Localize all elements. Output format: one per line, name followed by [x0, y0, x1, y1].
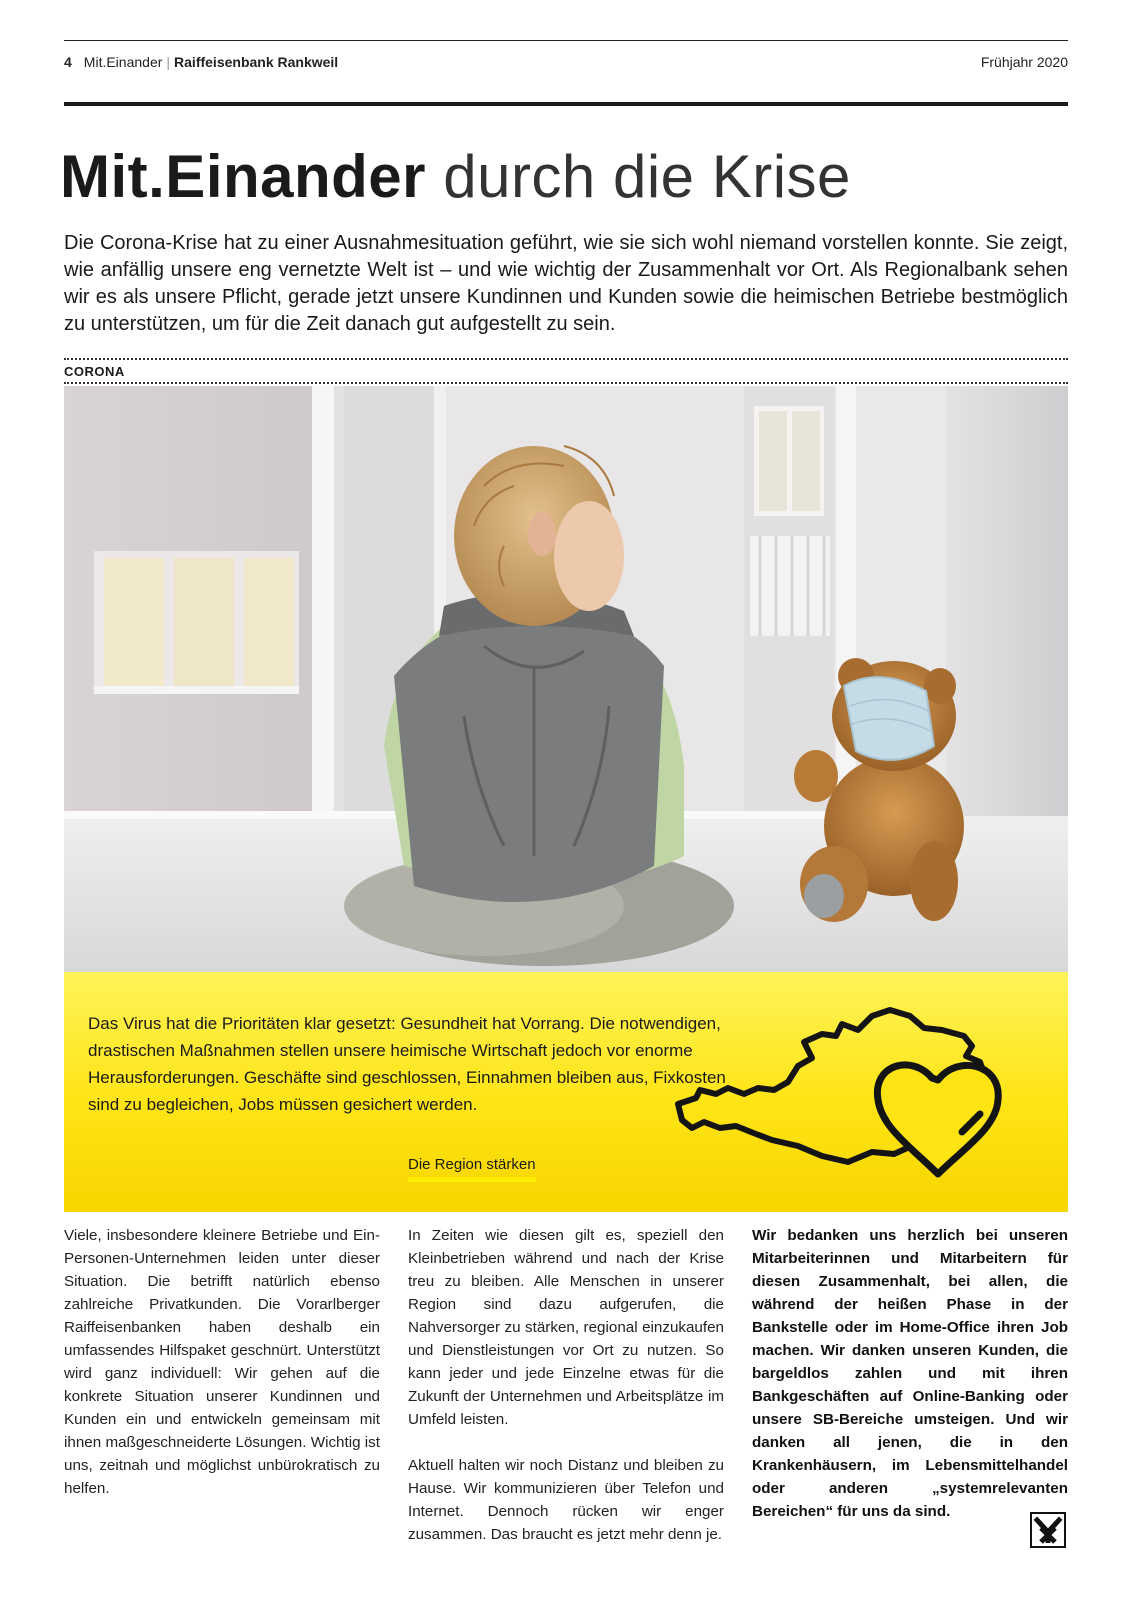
dotted-divider-top	[64, 358, 1068, 360]
lead-paragraph: Die Corona-Krise hat zu einer Ausnahmesituation geführt, wie sie sich wohl niemand vorstellen konnte. Sie zeigt, wie anfällig unsere eng vernetzte Welt ist – und wie wichtig der Zusammenhalt vor Ort. Als Regionalbank sehen wir es als unsere Pflicht, gerade jetzt unsere Kundinnen und Kunden sowie die heimischen Betriebe bestmöglich zu unterstützen, um für die Zeit danach gut aufgestellt zu sein.	[64, 232, 1068, 335]
title-rule	[64, 102, 1068, 106]
column-1-paragraph-1: Viele, insbesondere kleinere Betriebe und Ein-Personen-Unternehmen leiden unter dieser Situation. Die betrifft natürlich ebenso zahlreiche Privatkunden. Die Vorarlberger Raiffeisenbanken haben deshalb ein umfassendes Hilfspaket geschnürt. Unterstützt wird ganz individuell: Wir gehen auf die konkrete Situation unserer Kundinnen und Kunden ein und entwickeln gemeinsam mit ihnen maßgeschneiderte Lösungen. Wichtig ist uns, zeitnah und möglichst unbürokratisch zu helfen.	[64, 1227, 380, 1497]
body-column-2	[408, 1224, 724, 1569]
column-2-paragraph-1: In Zeiten wie diesen gilt es, speziell den Kleinbetrieben während und nach der Krise treu zu bleiben. Alle Menschen in unserer Region sind dazu aufgerufen, die Nahversorger zu stärken, regional einzukaufen und Dienstleistungen vor Ort zu nutzen. So kann jeder und jede Einzelne etwas für die Zukunft der Unternehmen und Arbeitsplätze im Umfeld leisten.	[408, 1227, 724, 1428]
title-bold: Mit.Einander	[60, 143, 427, 210]
raiffeisen-logo-icon	[1030, 1512, 1066, 1553]
hero-photo	[64, 386, 1068, 972]
header-separator: |	[166, 54, 171, 70]
page-number: 4	[64, 54, 72, 70]
child-with-teddy-photo	[64, 386, 1068, 972]
austria-map-with-heart-icon	[672, 1004, 1032, 1209]
section-label: CORONA	[64, 364, 125, 379]
bank-name: Raiffeisenbank Rankweil	[174, 54, 339, 70]
highlight-text: Das Virus hat die Prioritäten klar gesetzt: Gesundheit hat Vorrang. Die notwendigen, drastischen Maßnahmen stellen unsere heimische Wirtschaft jedoch vor enorme Herausforderungen. Geschäfte sind geschlossen, Einnahmen bleiben aus, Fixkosten sind zu begleichen, Jobs müssen gesichert werden.	[88, 1014, 726, 1114]
running-header	[64, 54, 1068, 74]
region-label: Die Region stärken	[408, 1156, 536, 1182]
body-column-3	[752, 1224, 1068, 1546]
column-2-paragraph-2: Aktuell halten wir noch Distanz und bleiben zu Hause. Wir kommunizieren über Telefon und Internet. Dennoch rücken wir enger zusammen. Das braucht es jetzt mehr denn je.	[408, 1457, 724, 1543]
dotted-divider-bottom	[64, 382, 1068, 384]
header-rule	[64, 40, 1068, 41]
column-3-paragraph-1: Wir bedanken uns herzlich bei unseren Mitarbeiterinnen und Mitarbeitern für diesen Zusammenhalt, bei allen, die während der heißen Phase in der Bankstelle oder im Home-Office ihren Job machen. Wir danken unseren Kunden, die bargeldlos zahlen und mit ihren Bankgeschäften auf Online-Banking oder unsere SB-Bereiche umsteigen. Und wir danken all jenen, die in den Krankenhäusern, im Lebensmittelhandel oder anderen „systemrelevanten Bereichen“ für uns da sind.	[752, 1227, 1068, 1520]
publication-name: Mit.Einander	[83, 54, 163, 70]
title-light: durch die Krise	[426, 143, 851, 210]
issue-season: Frühjahr 2020	[980, 54, 1068, 70]
body-column-1	[64, 1224, 380, 1523]
page-title	[60, 142, 851, 212]
